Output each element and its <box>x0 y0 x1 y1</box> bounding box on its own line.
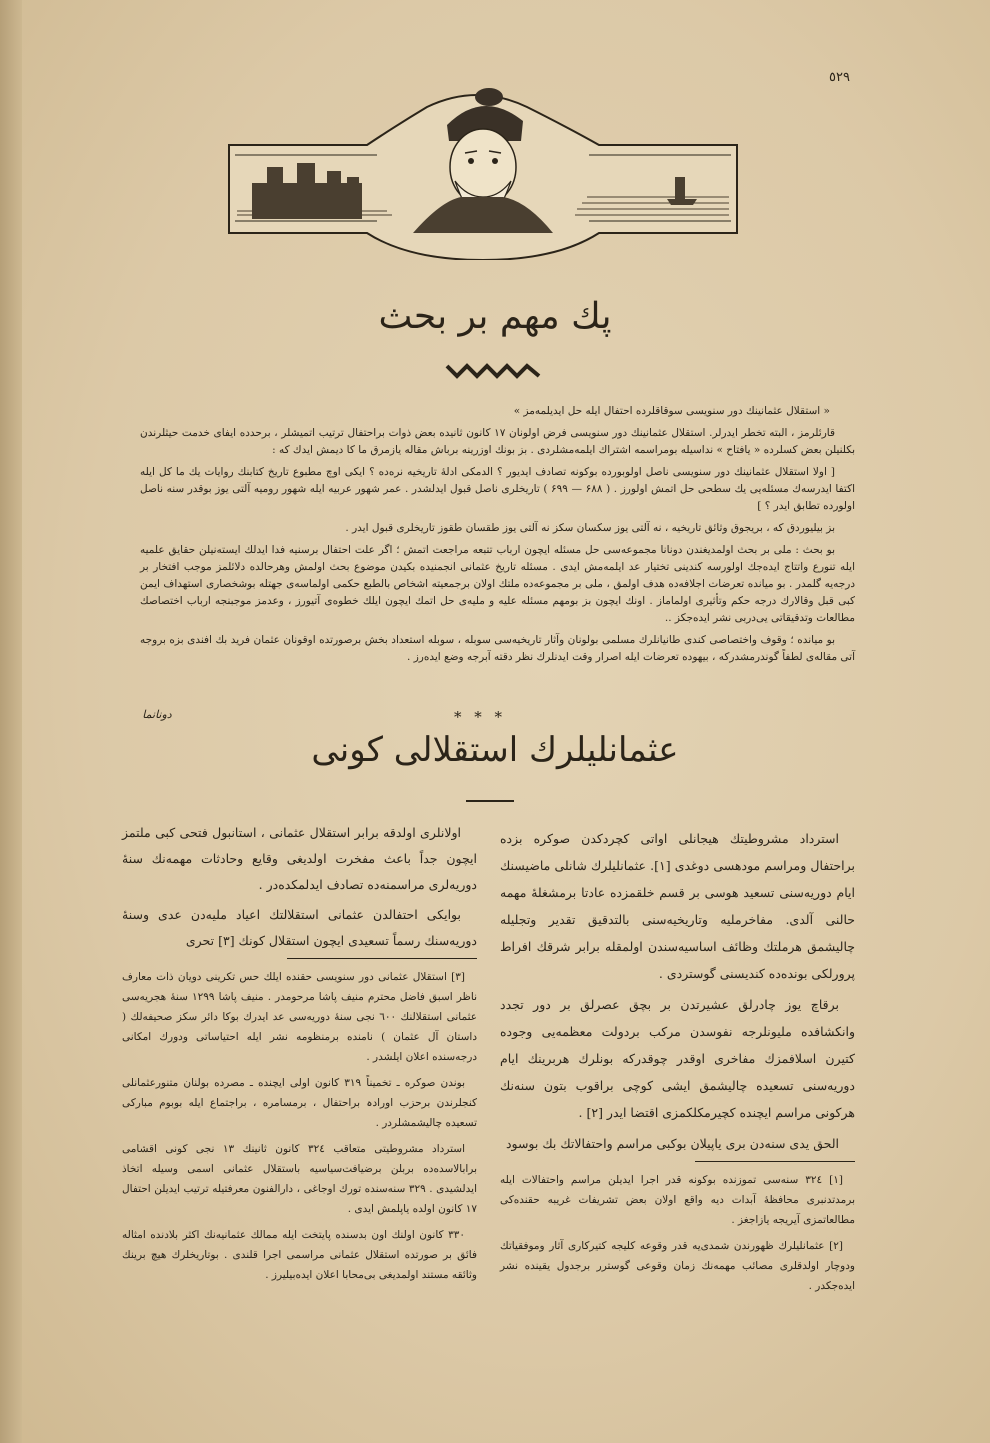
body-paragraph: برقاچ یوز چادرلق عشیرتدن بر بچق عصرلق بر دور تجدد وانکشافده ملیونلرجه نفوسدن مرکب بردولت معظمه‌یی وجوده کتیرن اسلافمزك مفاخری اوقدر چوقدرکه بونلرك هربرینك ایام دوریه‌سنی تسعیده چالیشمق ایشی کوچی براقوب بتون سنه‌نك هرکونی مراسم ایچنده کچیرمکلکمزی اقتضا ایدر [۲] . <box>500 997 855 1120</box>
intro-paragraph: قارئلرمز ، البته تخطر ایدرلر. استقلال عثمانینك دور سنویسی فرض اولونان ۱۷ کانون ثانیده بعض ذوات براحتفال ترتیب اتمیشلر ، برحدده ایفای خدمت حیثلرندن بکلنیلن بعض کسلرده « یافتاح » نداسیله بومراسمه اشتراك ایلمه‌مشلردی . بز بونك اوزرینه برباش مقاله یازمرق ما کا دیمش ایدك که : <box>140 427 855 456</box>
footnote-divider <box>287 958 477 959</box>
intro-paragraph: بز بیلیوردق که ، بریجوق وثائق تاریخیه ، نه آلتی یوز سکسان سکز نه آلتی یوز طقسان طقوز تاریخلری قبول ایدر . <box>345 522 835 534</box>
editor-signature: دونانما <box>142 708 172 721</box>
article-title: پك مهم بر بحث <box>378 296 612 337</box>
footnote: بوندن صوکره ـ تخمیناً ۳۱۹ کانون اولی ایچنده ـ مصرده بولنان متنورعثمانلی کنجلرندن برحزب اورادہ براحتفال ، برمسامره ، براجتماع ایله بوبوم مبارکی تسعیده چالیشمشلردر . <box>122 1077 477 1129</box>
second-article-title: عثمانلیلرك استقلالی كونی <box>311 730 679 770</box>
footnote: [۱] ۳۲٤ سنه‌سی تموزنده بوکونه قدر اجرا ایدیلن مراسم واحتفالات ایله برمدتدنبری محافظهٔ آبدات دیه واقع اولان بعض تشریفات غریبه حقنده‌کی مطالعاتمزی آیریجه یازاجغز . <box>500 1174 855 1226</box>
body-paragraph: اولانلری اولدقه برابر استقلال عثمانی ، استانبول فتحی کبی ملتمز ایچون جداً باعث مفخرت اولدیغی وقایع وحادثات مهمه‌نك سنهٔ دوریه‌لری مراسمنه‌ده تصادف ایدلمکده‌در . <box>122 825 477 892</box>
body-paragraph: بوایکی احتفالدن عثمانی استقلالتك اعیاد ملیه‌دن عدی وسنهٔ دوریه‌سنك رسماً تسعیدی ایچون استقلال کونك [۳] تحری <box>122 907 477 948</box>
left-column <box>122 820 477 1291</box>
footnote: ۳۳۰ کانون اولنك اون بدسنده پایتخت ایله ممالك عثمانیه‌نك اکثر بلادنده امثاله فائق بر صورتده استقلال عثمانی مراسمی اجرا قلندی . بوتاریخلرك هیچ برینك وثائقه مستند اولمدیغی بی‌محابا اعلان ایده‌بیلیرز . <box>122 1229 477 1281</box>
section-separator: * * * <box>453 708 507 726</box>
header-illustration <box>227 85 739 260</box>
article-subtitle: « استقلال عثمانینك دور سنویسی سوقاقلرده احتفال ایله حل ایدیلمه‌مز » <box>513 405 830 417</box>
right-column <box>500 825 855 1302</box>
article-intro <box>140 425 855 671</box>
footnote: [۲] عثمانلیلرك ظهورندن شمدی‌یه قدر وقوعه کلیجه کتیرکاری آثار وموفقیاتك ودوچار اولدقلری مصائب مهمه‌نك زمان وقوعی گوسترر برجدول یقینده نشر ایده‌جکدر . <box>500 1240 855 1292</box>
page-binding-edge <box>0 0 22 1443</box>
footnote-divider <box>695 1161 855 1162</box>
title-ornament <box>445 362 541 380</box>
title-underline <box>466 800 514 802</box>
footnotes <box>500 1170 855 1296</box>
footnote: استرداد مشروطیتی متعاقب ۳۲٤ کانون ثانینك ۱۳ نجی کونی اقشامی برابالاسده‌ده بربلن برضیافت‌سیاسیه باستقلال عثمانی اسمی وسیله اتخاذ ایدلشیدی . ۳۲۹ سنه‌سنده تورك اوجاغی ، دارالفنون معرفتیله ترتیب ایدیلن احتفال ۱۷ کانون اولده یاپلمش ایدی . <box>122 1143 477 1215</box>
body-paragraph: الحق یدی سنه‌دن بری یاپیلان بوکبی مراسم واحتفالاتك بك بوسود <box>505 1136 839 1151</box>
intro-paragraph: بو میانده ؛ وقوف واختصاصی کندی طانیانلرك مسلمی بولونان وآثار تاریخیه‌سی سوبله ، سوبله استعداد بخش برصورتده اوقونان عثمان فرید بك افندی بزه بروجه آتی مقاله‌ی لطفاً گوندرمشدرکه ، بیهوده تعرضات ایله اصرار وقت ایدنلرك نظر دقته آبرجه وضع ایده‌رز . <box>140 634 855 663</box>
footnotes <box>122 967 477 1285</box>
footnote: [۳] استقلال عثمانی دور سنویسی حقنده ایلك حس تکرینی دویان ذات معارف ناظر اسبق فاضل محترم منیف پاشا مرحومدر . منیف پاشا ۱۲۹۹ سنهٔ هجریه‌سی عثمانی استقلالنك ٦۰۰ نجی سنهٔ دوریه‌سی عد ایدرك بوكا دائر سكز صحیفه‌لك ( داستان آل عثمان ) نامنده برمنظومه نشر ایله احتیاساتی ودورك امکانی درجه‌سنده اعلان ایلشدر . <box>122 971 478 1063</box>
intro-paragraph: بو بحث : ملی بر بحث اولمدیغندن دونانا مجموعه‌سی حل مسئله ایچون ارباب تتبعه مراجعت اتمش ؛ اگر علت احتفال برسنیه فدا ایدلك ایسته‌نیلن حقایق علمیه ایله تنورع واتتاج ایده‌جك اولورسه کندینی تختیار عد ایلمه‌مش ایدی . مسئله تاریخ عثمانی انجمنیده بکیدن موضوع بحث اولمش وهرحالده دلائلمز موجب افتخار بر درجه‌یه گلمدر . بو میانده تعرضات اجلافه‌ده هدف اولمق ، ملی بر مجموعه‌ده ملتك اولان برجمعیته اشخاص بالطبع حکمی اولماسه‌ی جهتله بوشخصاری استهداف ایمن کبی قبل وقالارك درجه حکم وتأثیری اولماماز . اونك ایچون بز بومهم مسئله علیه و ملیه‌ی حل اتمك ایچون ایلك خطوه‌ی آتیورز ، وعدمز موجبنجه ارباب اختصاصك مطالعات وتدقیقاتی یی‌دربی نشر ایده‌جکز .. <box>140 544 855 624</box>
intro-paragraph: [ اولا استقلال عثمانینك دور سنویسی ناصل اولوبورده بوکونه تصادف ایدیور ؟ الدمکی ادلهٔ تاریخیه نره‌ده ؟ ایکی اوچ مطبوع تاریخ کتابنك روایات یك ما کل ایله اکتفا ایدرسه‌ك مسئله‌یی یك سطحی حل اتمش اولورز . ( ۶۸۸ — ۶۹۹ ) تاریخلری ناصل قبول ایدلشدر . عمر شهور عربیه ایله شهور رومیه آلتی یوز بوقدر سنه ناصل اولورده تطابق ایدر ؟ ] <box>140 466 855 512</box>
page-number: ٥٢٩ <box>829 70 850 85</box>
body-paragraph: استرداد مشروطیتك هیجانلی اواتی کچردکدن صوکره بزده براحتفال ومراسم مودهسی دوغدی [۱]. عثمانلیلرك شانلی ماضیسنك ایام دوریه‌سنی تسعید هوسی بر قسم خلقمزده عادتا برمشغلهٔ مهمه حالنی آلدی. مفاخرملیه وتاریخیه‌سنی بالتدقیق تقدیر وتجلیله چالیشمق هرملتك وظائف اساسیه‌سندن اولمقله برابر شرقك افراط پرورلکی بونده‌ده کندیسنی گوستردی . <box>500 831 855 981</box>
